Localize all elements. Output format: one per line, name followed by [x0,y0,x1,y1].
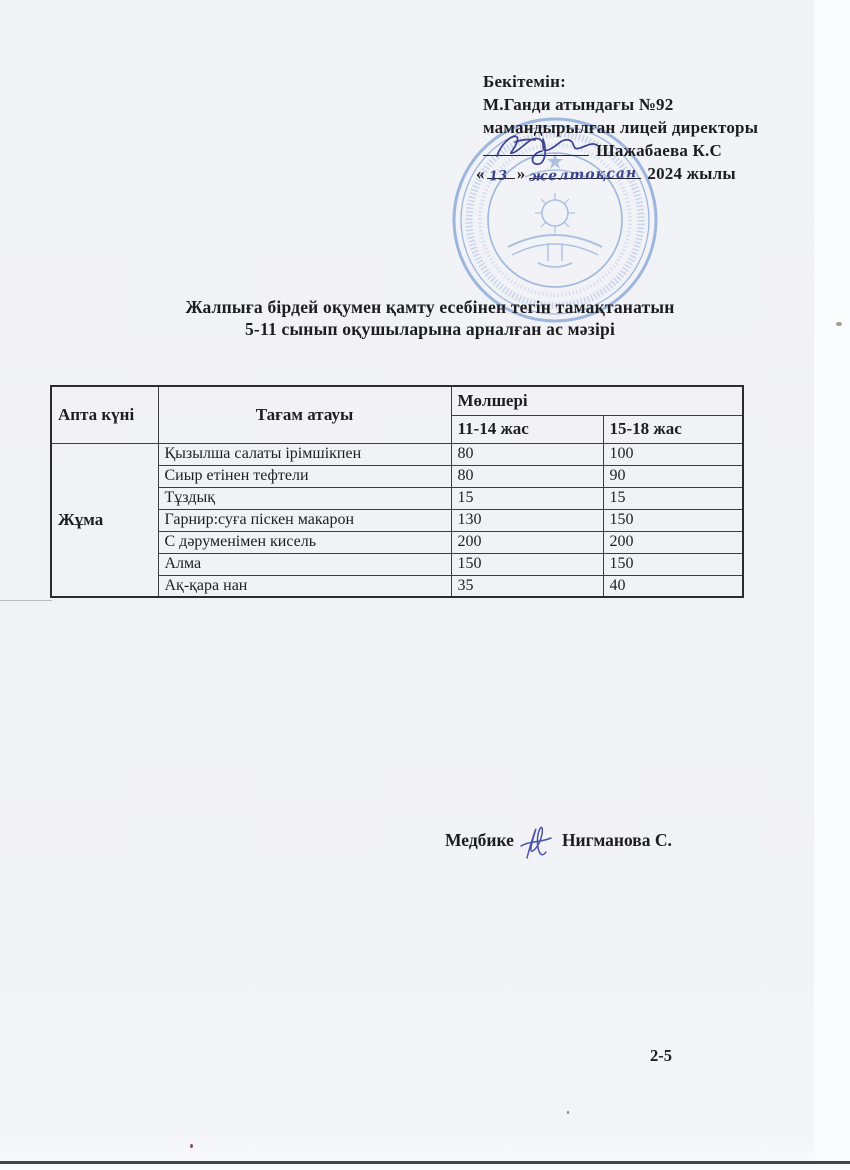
table-header-row-1 [51,386,743,415]
amount-11-14: 35 [451,575,603,597]
header-age-11-14: 11-14 жас [451,415,603,443]
scan-speck [567,1111,569,1114]
dish-name: Ақ-қара нан [158,575,451,597]
scan-speck [190,1144,193,1148]
header-amount: Мөлшері [451,386,743,415]
title-line-1: Жалпыға бірдей оқумен қамту есебінен тегін тамақтанатын [185,297,675,317]
approval-line-3: мамандырылған лицей директоры [483,118,759,137]
approval-line-2: М.Ганди атындағы №92 [483,95,674,114]
amount-11-14: 150 [451,553,603,575]
header-age-15-18: 15-18 жас [603,415,743,443]
amount-15-18: 15 [603,487,743,509]
nurse-name: Нигманова С. [561,830,672,850]
dish-name: Сиыр етінен тефтели [158,465,451,487]
amount-11-14: 15 [451,487,603,509]
document-title [0,296,850,340]
approval-year: 2024 жылы [647,164,736,183]
amount-15-18: 100 [603,443,743,465]
amount-11-14: 130 [451,509,603,531]
dish-name: Алма [158,553,451,575]
amount-15-18: 150 [603,509,743,531]
page-number: 2-5 [650,1046,672,1065]
scan-line-artifact [0,600,52,601]
dish-name: Тұздық [158,487,451,509]
amount-11-14: 80 [451,465,603,487]
amount-11-14: 200 [451,531,603,553]
quote-close: » [516,164,526,183]
header-dish: Тағам атауы [158,386,451,443]
amount-11-14: 80 [451,443,603,465]
quote-open: « [476,164,485,183]
amount-15-18: 40 [603,575,743,597]
menu-table [50,385,744,598]
nurse-label: Медбике [445,830,514,850]
title-line-2: 5-11 сынып оқушыларына арналған ас мәзірі [244,319,616,339]
nurse-signature-ink [513,814,559,866]
header-day: Апта күні [51,386,158,443]
scan-edge-bottom [0,1161,850,1164]
amount-15-18: 150 [603,553,743,575]
weekday-cell: Жұма [51,443,158,597]
handwritten-day: 13 [488,168,509,185]
table-row [51,443,743,465]
amount-15-18: 200 [603,531,743,553]
dish-name: Қызылша салаты ірімшікпен [158,443,451,465]
scan-speck [836,322,842,326]
director-name: Шажабаева К.С [596,141,722,160]
dish-name: С дәруменімен кисель [158,531,451,553]
approval-line-1: Бекітемін: [483,72,566,91]
dish-name: Гарнир:суға піскен макарон [158,509,451,531]
handwritten-month: желтоқсан [528,165,638,185]
nurse-signature-line [445,830,765,851]
amount-15-18: 90 [603,465,743,487]
approval-block [476,70,823,185]
